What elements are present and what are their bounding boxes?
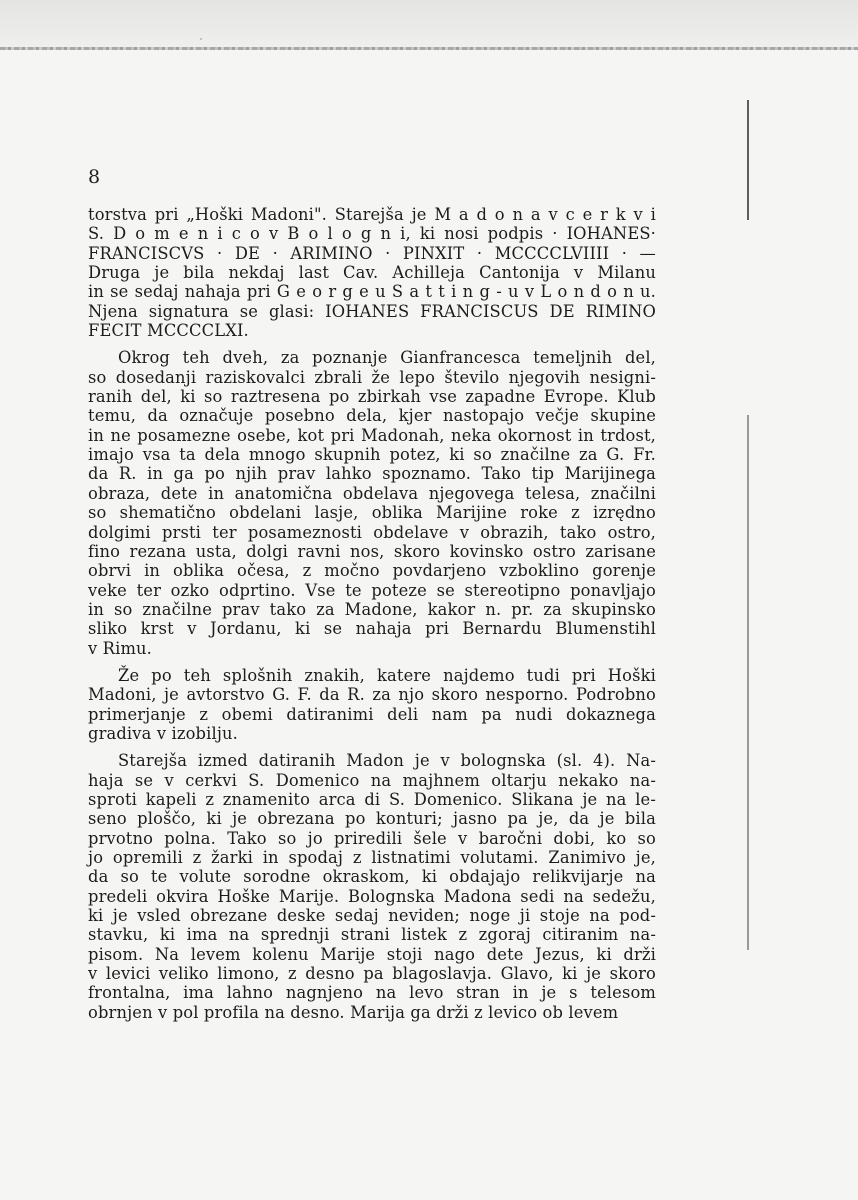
margin-mark	[747, 100, 749, 220]
page-number: 8	[88, 166, 101, 188]
text-line: ranih del, ki so raztresena po zbirkah vse zapadne Evrope. Klub	[88, 387, 656, 407]
text-line: v levici veliko limono, z desno pa blagoslavja. Glavo, ki je skoro	[88, 964, 656, 984]
text-line: S. D o m e n i c o v B o l o g n i, ki nosi podpis · IOHANES·	[88, 224, 656, 244]
text-line: so dosedanji raziskovalci zbrali že lepo število njegovih nesigni-	[88, 367, 656, 387]
text-line: haja se v cerkvi S. Domenico na majhnem oltarju nekako na-	[88, 770, 656, 790]
text-line: obrvi in oblika očesa, z močno povdarjeno vzboklino gorenje	[88, 561, 656, 581]
text-line: in ne posamezne osebe, kot pri Madonah, neka okornost in trdost,	[88, 425, 656, 445]
text-line: in se sedaj nahaja pri G e o r g e u S a t t i n g - u v L o n d o n u.	[88, 282, 656, 302]
text-line: Njena signatura se glasi: IOHANES FRANCISCUS DE RIMINO	[88, 301, 656, 321]
text-line: ki je vsled obrezane deske sedaj neviden; noge ji stoje na pod-	[88, 906, 656, 926]
body-text	[88, 205, 656, 1022]
text-line: seno ploščo, ki je obrezana po konturi; jasno pa je, da je bila	[88, 809, 656, 829]
text-line: v Rimu.	[88, 638, 152, 658]
text-line: prvotno polna. Tako so jo priredili šele v baročni dobi, ko so	[88, 828, 656, 848]
text-line: Starejša izmed datiranih Madon je v bolognska (sl. 4). Na-	[118, 751, 656, 771]
text-line: obraza, dete in anatomična obdelava njegovega telesa, značilni	[88, 483, 656, 503]
text-line: veke ter ozko odprtino. Vse te poteze se stereotipno ponavljajo	[88, 580, 656, 600]
text-line: pisom. Na levem kolenu Marije stoji nago dete Jezus, ki drži	[88, 944, 656, 964]
text-line: jo opremili z žarki in spodaj z listnatimi volutami. Zanimivo je,	[88, 848, 656, 867]
text-line: Že po teh splošnih znakih, katere najdemo tudi pri Hoški	[118, 665, 656, 685]
text-line: torstva pri „Hoški Madoni". Starejša je M a d o n a v c e r k v i	[88, 205, 656, 224]
text-line: sliko krst v Jordanu, ki se nahaja pri Bernardu Blumenstihl	[88, 619, 656, 639]
dust-speck	[200, 38, 202, 40]
text-line: dolgimi prsti ter posameznosti obdelave v obrazih, tako ostro,	[88, 522, 656, 542]
text-line: sproti kapeli z znamenito arca di S. Domenico. Slikana je na le-	[88, 789, 656, 809]
text-line: gradiva v izobilju.	[88, 723, 238, 743]
text-line: Madoni, je avtorstvo G. F. da R. za njo skoro nesporno. Podrobno	[88, 685, 656, 705]
text-line: imajo vsa ta dela mnogo skupnih potez, ki so značilne za G. Fr.	[88, 445, 656, 465]
margin-mark	[747, 415, 749, 950]
paragraph-gap	[88, 658, 656, 666]
text-line: Okrog teh dveh, za poznanje Gianfrancesca temeljnih del,	[118, 348, 656, 368]
text-line: FRANCISCVS · DE · ARIMINO · PINXIT · MCCCCLVIIII · —	[88, 243, 656, 263]
text-line: so shematično obdelani lasje, oblika Marijine roke z izrędno	[88, 503, 656, 523]
text-line: predeli okvira Hoške Marije. Bolognska Madona sedi na sedežu,	[88, 886, 656, 906]
paragraph-gap	[88, 743, 656, 751]
text-line: stavku, ki ima na sprednji strani listek z zgoraj citiranim na-	[88, 925, 656, 945]
text-line: obrnjen v pol profila na desno. Marija ga drži z levico ob levem	[88, 1002, 619, 1022]
text-line: da R. in ga po njih prav lahko spoznamo. Tako tip Marijinega	[88, 464, 656, 484]
text-line: frontalna, ima lahno nagnjeno na levo stran in je s telesom	[88, 983, 656, 1003]
text-line: primerjanje z obemi datiranimi deli nam pa nudi dokaznega	[88, 704, 656, 724]
text-line: in so značilne prav tako za Madone, kakor n. pr. za skupinsko	[88, 599, 656, 619]
text-line: da so te volute sorodne okraskom, ki obdajajo relikvijarje na	[88, 867, 656, 887]
paragraph-gap	[88, 340, 656, 348]
text-line: temu, da označuje posebno dela, kjer nastopajo večje skupine	[88, 406, 656, 426]
text-line: fino rezana usta, dolgi ravni nos, skoro kovinsko ostro zarisane	[88, 541, 656, 561]
text-line: Druga je bila nekdaj last Cav. Achilleja Cantonija v Milanu	[88, 263, 656, 283]
text-line: FECIT MCCCCLXI.	[88, 321, 249, 341]
